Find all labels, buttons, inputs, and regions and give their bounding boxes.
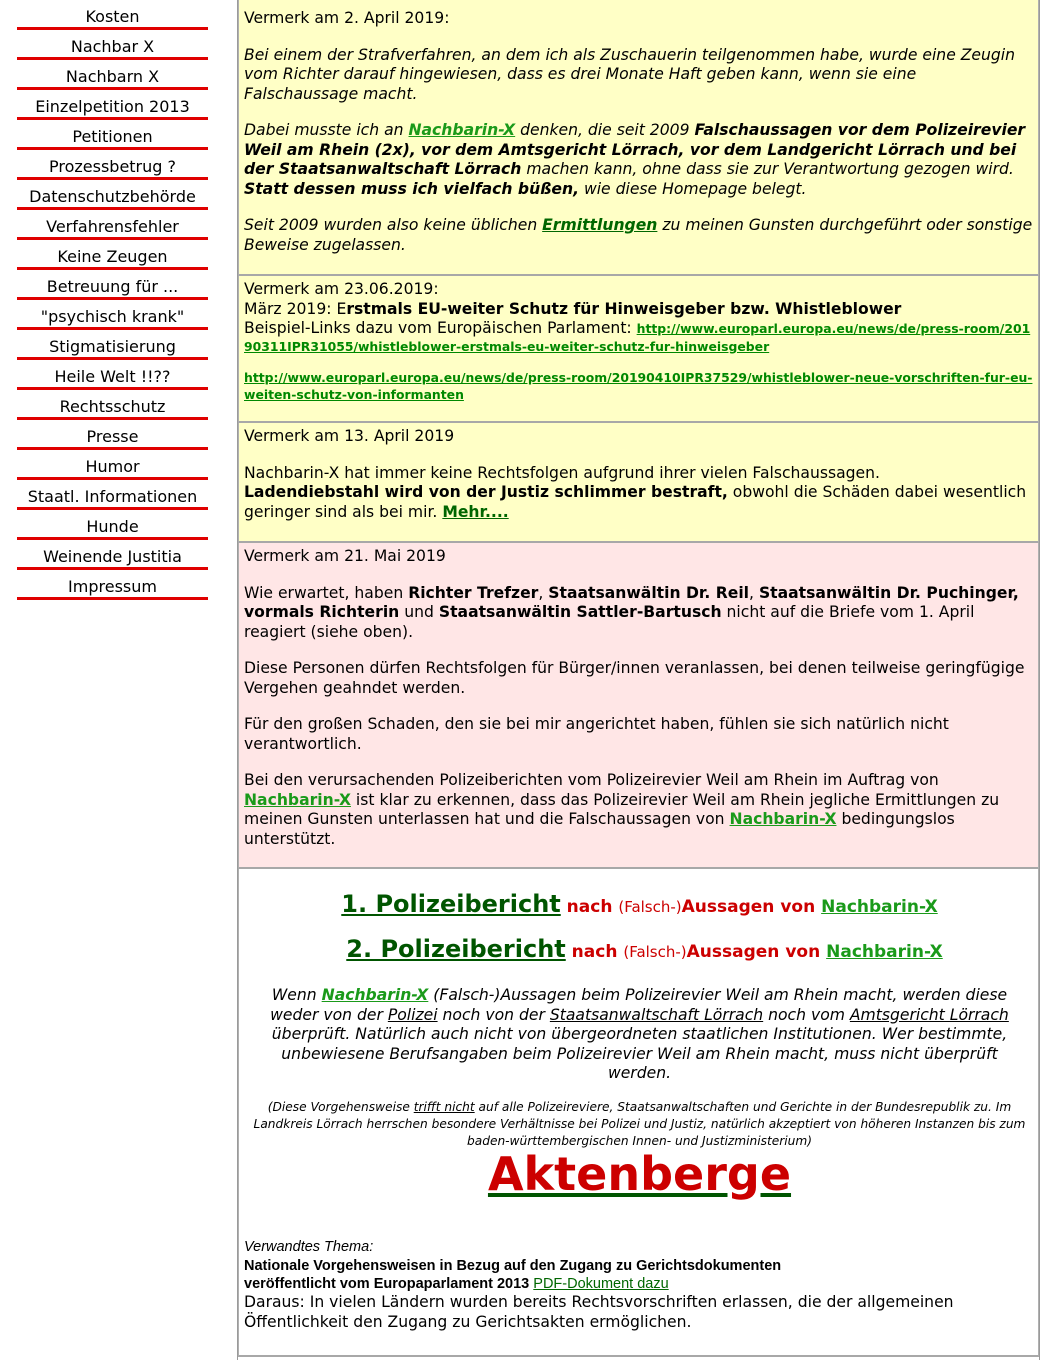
note-paragraph: Nachbarin-X hat immer keine Rechtsfolgen aufgrund ihrer vielen Falschaussagen. bbox=[244, 463, 880, 482]
related-source bbox=[244, 1275, 1035, 1293]
text: (Falsch-) bbox=[623, 943, 687, 961]
note-line bbox=[244, 300, 1033, 320]
bold-text: Staatsanwältin Dr. Puchinger, vormals Richterin bbox=[244, 583, 1019, 621]
sidebar-item-hunde[interactable]: Hunde bbox=[17, 510, 208, 540]
aktenberge-link[interactable]: Aktenberge bbox=[487, 1147, 792, 1201]
bold-text: Statt dessen muss ich vielfach büßen, bbox=[244, 179, 580, 198]
related-topic bbox=[244, 1238, 1035, 1332]
disclaimer-paragraph bbox=[249, 1099, 1030, 1150]
text: Wenn bbox=[271, 986, 322, 1004]
bold-text: Richter Trefzer bbox=[408, 583, 539, 602]
note-line bbox=[244, 369, 1033, 403]
text: bedingungslos unterstützt. bbox=[244, 810, 955, 848]
nachbarin-x-link[interactable]: Nachbarin-X bbox=[321, 986, 429, 1004]
text: zu meinen Gunsten durchgeführt oder sonstige Beweise zugelassen. bbox=[244, 216, 1033, 254]
note-header: Vermerk am 23.06.2019: bbox=[244, 280, 439, 298]
pdf-dokument-link[interactable]: PDF-Dokument dazu bbox=[533, 1276, 669, 1292]
sidebar-nav bbox=[0, 0, 230, 1360]
note-paragraph bbox=[244, 584, 1033, 643]
text: Dabei musste ich an bbox=[244, 121, 409, 139]
note-header: Vermerk am 2. April 2019: bbox=[244, 9, 450, 27]
text: (Falsch-)Aussagen beim Polizeirevier Weil am Rhein macht, werden diese weder von der bbox=[270, 986, 1008, 1024]
sidebar-item-einzelpetition[interactable]: Einzelpetition 2013 bbox=[17, 90, 208, 120]
bold-text: Staatsanwältin Dr. Reil bbox=[548, 583, 750, 602]
sidebar-item-weinende-justitia[interactable]: Weinende Justitia bbox=[17, 540, 208, 570]
sidebar-item-presse[interactable]: Presse bbox=[17, 420, 208, 450]
sidebar-item-kosten[interactable]: Kosten bbox=[17, 0, 208, 30]
sidebar-item-nachbarn-x[interactable]: Nachbarn X bbox=[17, 60, 208, 90]
note-paragraph: Für den großen Schaden, den sie bei mir angerichtet haben, fühlen sie sich natürlich nicht verantwortlich. bbox=[244, 715, 949, 753]
related-title: Nationale Vorgehensweisen in Bezug auf den Zugang zu Gerichtsdokumenten bbox=[244, 1258, 782, 1274]
text: auf alle Polizeireviere, Staatsanwaltschaften und Gerichte in der Bundesrepublik zu. Im Landkreis Lörrach herrschen besondere Verhältnisse bei Polizei und Justiz, natürlich akzeptiert von höheren Instanzen bis zum baden-württembergischen Innen- und Justizministerium) bbox=[253, 1100, 1026, 1148]
related-label: Verwandtes Thema: bbox=[244, 1239, 374, 1255]
polizeibericht-2-line bbox=[239, 935, 1040, 963]
text: Aussagen von bbox=[686, 942, 827, 962]
note-paragraph: Bei einem der Strafverfahren, an dem ich als Zuschauerin teilgenommen habe, wurde eine Zeugin vom Richter darauf hingewiesen, dass es drei Monate Haft geben kann, wenn sie eine Falschaussage macht. bbox=[244, 45, 1016, 103]
bold-text: Staatsanwältin Sattler-Bartusch bbox=[438, 603, 722, 621]
sidebar-item-staatl-informationen[interactable]: Staatl. Informationen bbox=[17, 480, 208, 510]
text: und bbox=[399, 603, 439, 621]
text: Aussagen von bbox=[681, 897, 822, 917]
note-paragraph bbox=[244, 771, 1033, 849]
text: (Falsch-) bbox=[618, 898, 682, 916]
note-13-april-2019 bbox=[238, 423, 1039, 543]
sidebar-item-betreuung[interactable]: Betreuung für ... bbox=[17, 270, 208, 300]
explanation-paragraph bbox=[257, 986, 1022, 1084]
note-paragraph bbox=[244, 121, 1033, 199]
polizeibericht-2-link[interactable]: 2. Polizeibericht bbox=[346, 935, 566, 963]
polizeibericht-section bbox=[238, 869, 1039, 1357]
sidebar-item-nachbar-x[interactable]: Nachbar X bbox=[17, 30, 208, 60]
note-21-mai-2019 bbox=[238, 543, 1039, 869]
note-header: Vermerk am 13. April 2019 bbox=[244, 427, 455, 445]
sidebar-item-datenschutzbehoerde[interactable]: Datenschutzbehörde bbox=[17, 180, 208, 210]
note-23-06-2019 bbox=[238, 276, 1039, 423]
text: ist klar zu erkennen, dass das Polizeirevier Weil am Rhein jegliche Ermittlungen zu meinen Gunsten unterlassen hat und die Falschaussagen von bbox=[244, 790, 1000, 828]
sidebar-item-prozessbetrug[interactable]: Prozessbetrug ? bbox=[17, 150, 208, 180]
text: machen kann, ohne dass sie zur Verantwortung gezogen wird. bbox=[521, 160, 1014, 178]
note-paragraph: Diese Personen dürfen Rechtsfolgen für Bürger/innen veranlassen, bei denen teilweise geringfügige Vergehen geahndet werden. bbox=[244, 659, 1025, 697]
text: obwohl die Schäden dabei wesentlich geringer sind als bei mir. bbox=[244, 483, 1027, 521]
sidebar-item-impressum[interactable]: Impressum bbox=[17, 570, 208, 600]
text: Bei den verursachenden Polizeiberichten vom Polizeirevier Weil am Rhein im Auftrag von bbox=[244, 771, 939, 789]
bold-text: Falschaussagen vor dem Polizeirevier Weil am Rhein (2x), vor dem Amtsgericht Lörrach, vor dem Landgericht Lörrach und bei der Staatsanwaltschaft Lörrach bbox=[244, 121, 1026, 178]
nachbarin-x-link[interactable]: Nachbarin-X bbox=[729, 810, 837, 828]
text: Seit 2009 wurden also keine üblichen bbox=[244, 216, 543, 234]
trifft-nicht-link[interactable]: trifft nicht bbox=[413, 1100, 475, 1114]
text: , bbox=[538, 583, 549, 602]
bold-text: rstmals EU-weiter Schutz für Hinweisgeber bzw. Whistleblower bbox=[346, 299, 902, 318]
sidebar-item-verfahrensfehler[interactable]: Verfahrensfehler bbox=[17, 210, 208, 240]
text: denken, die seit 2009 bbox=[515, 121, 695, 139]
staatsanwaltschaft-link[interactable]: Staatsanwaltschaft Lörrach bbox=[549, 1005, 764, 1024]
nachbarin-x-link[interactable]: Nachbarin-X bbox=[821, 897, 938, 917]
sidebar-item-keine-zeugen[interactable]: Keine Zeugen bbox=[17, 240, 208, 270]
text: März 2019: E bbox=[244, 299, 347, 318]
text: noch vom bbox=[763, 1005, 850, 1024]
note-2-april-2019 bbox=[238, 0, 1039, 276]
bold-text: Ladendiebstahl wird von der Justiz schlimmer bestraft, bbox=[244, 483, 728, 501]
note-paragraph bbox=[244, 483, 1033, 522]
text: Wie erwartet, haben bbox=[244, 583, 409, 602]
text: wie diese Homepage belegt. bbox=[579, 179, 807, 198]
sidebar-item-heile-welt[interactable]: Heile Welt !!?? bbox=[17, 360, 208, 390]
ermittlungen-link[interactable]: Ermittlungen bbox=[542, 216, 658, 234]
amtsgericht-link[interactable]: Amtsgericht Lörrach bbox=[849, 1005, 1009, 1024]
main-content bbox=[237, 0, 1040, 1360]
polizeibericht-1-link[interactable]: 1. Polizeibericht bbox=[341, 890, 561, 918]
note-header: Vermerk am 21. Mai 2019 bbox=[244, 547, 446, 565]
text: , bbox=[749, 583, 759, 602]
note-paragraph bbox=[244, 216, 1033, 255]
text: (Diese Vorgehensweise bbox=[267, 1100, 414, 1114]
mehr-link[interactable]: Mehr.... bbox=[442, 502, 509, 521]
text: noch von der bbox=[437, 1005, 550, 1024]
related-text: Daraus: In vielen Ländern wurden bereits Rechtsvorschriften erlassen, die der allgemeinen Öffentlichkeit den Zugang zu Gerichtsakten ermöglichen. bbox=[244, 1293, 954, 1331]
sidebar-item-petitionen[interactable]: Petitionen bbox=[17, 120, 208, 150]
bold-text: veröffentlicht vom Europaparlament 2013 bbox=[244, 1276, 534, 1292]
text: nicht auf die Briefe vom 1. April reagiert (siehe oben). bbox=[244, 603, 975, 641]
europarl-link-2[interactable]: http://www.europarl.europa.eu/news/de/press-room/20190410IPR37529/whistleblower-neue-vorschriften-fur-eu-weiten-schutz-von-informanten bbox=[244, 370, 1033, 402]
text: nach bbox=[565, 942, 624, 962]
polizeibericht-1-line bbox=[239, 890, 1040, 918]
polizei-link[interactable]: Polizei bbox=[387, 1005, 438, 1024]
text: nach bbox=[560, 897, 619, 917]
sidebar-item-psychisch-krank[interactable]: "psychisch krank" bbox=[17, 300, 208, 330]
nachbarin-x-link[interactable]: Nachbarin-X bbox=[826, 942, 943, 962]
sidebar-item-stigmatisierung[interactable]: Stigmatisierung bbox=[17, 330, 208, 360]
nachbarin-x-link[interactable]: Nachbarin-X bbox=[408, 121, 516, 139]
sidebar-item-humor[interactable]: Humor bbox=[17, 450, 208, 480]
note-line bbox=[244, 319, 1033, 355]
text: Beispiel-Links dazu vom Europäischen Parlament: bbox=[244, 319, 637, 337]
europarl-link-1[interactable]: http://www.europarl.europa.eu/news/de/press-room/20190311IPR31055/whistleblower-erstmals-eu-weiter-schutz-fur-hinweisgeber bbox=[244, 321, 1031, 354]
text: überprüft. Natürlich auch nicht von übergeordneten staatlichen Institutionen. Wer bestimmte, unbewiesene Berufsangaben beim Polizeirevier Weil am Rhein macht, muss nicht überprüft werden. bbox=[271, 1025, 1008, 1082]
nachbarin-x-link[interactable]: Nachbarin-X bbox=[244, 790, 351, 809]
sidebar-item-rechtsschutz[interactable]: Rechtsschutz bbox=[17, 390, 208, 420]
